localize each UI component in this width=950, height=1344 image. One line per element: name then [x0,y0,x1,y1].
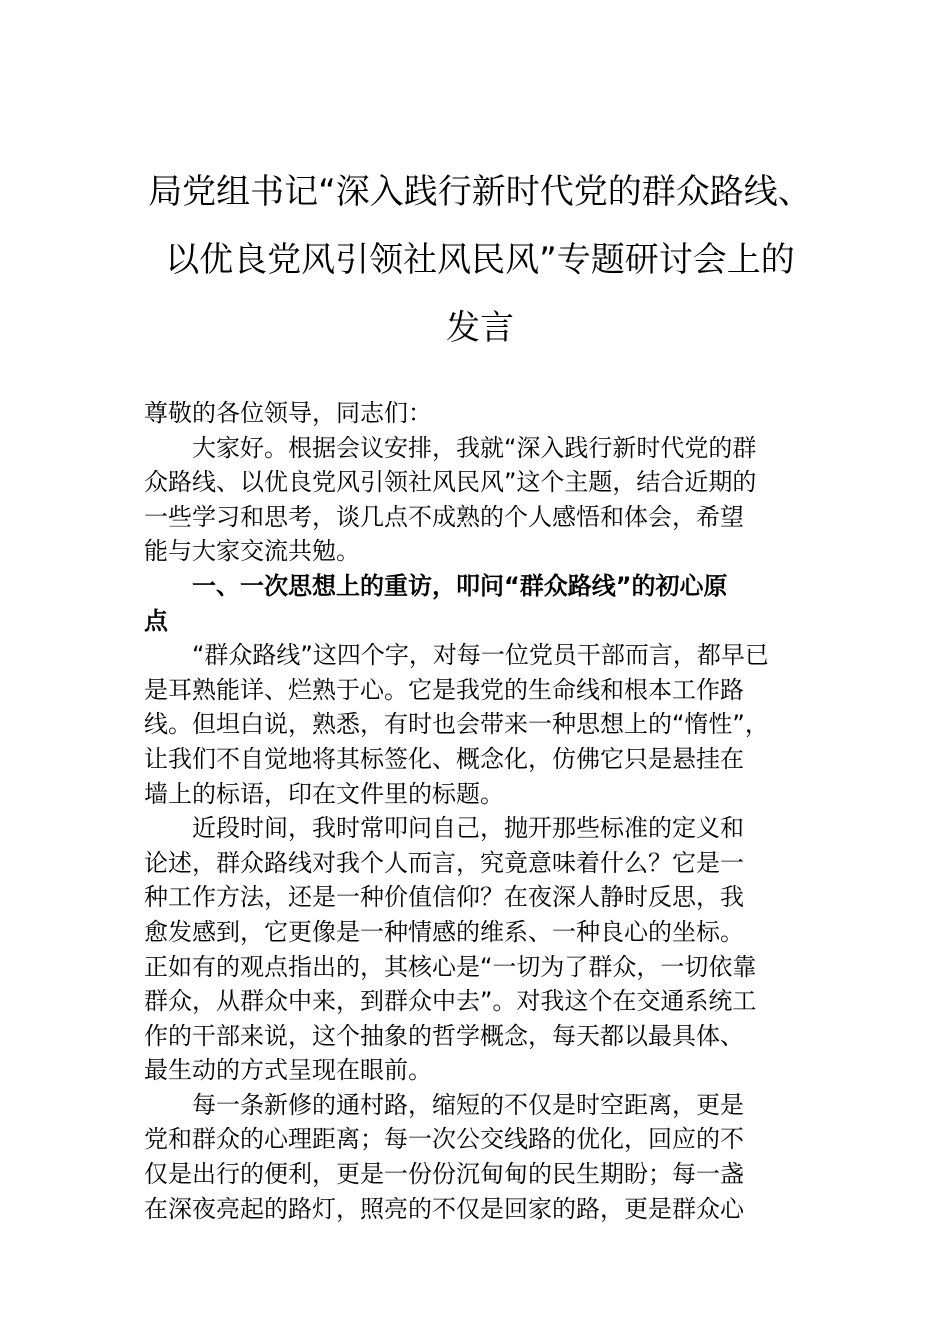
paragraph-line: 作的干部来说，这个抽象的哲学概念，每天都以最具体、 [144,1021,744,1050]
paragraph-line: 群众，从群众中来，到群众中去”。对我这个在交通系统工 [144,987,757,1016]
paragraph-line: 在深夜亮起的路灯，照亮的不仅是回家的路，更是群众心 [144,1194,744,1223]
heading-line: 一、一次思想上的重访，叩问“群众路线”的初心原 [192,571,728,600]
salutation: 尊敬的各位领导，同志们： [144,399,432,427]
paragraph [144,431,808,569]
paragraph-line: 线。但坦白说，熟悉，有时也会带来一种思想上的“惰性”， [144,710,769,739]
paragraph-line: 每一条新修的通村路，缩短的不仅是时空距离，更是 [192,1090,744,1119]
paragraph-line: 仅是出行的便利，更是一份份沉甸甸的民生期盼；每一盏 [144,1160,744,1189]
paragraph-line: 正如有的观点指出的，其核心是“一切为了群众，一切依靠 [144,952,757,981]
paragraph [144,811,808,1088]
title-line: 以优良党风引领社风民风”专题研讨会上的 [165,240,795,280]
paragraph-line: 众路线、以优良党风引领社风民风”这个主题，结合近期的 [144,468,757,497]
paragraph-line: 种工作方法，还是一种价值信仰？在夜深人静时反思，我 [144,883,744,912]
paragraph-line: 愈发感到，它更像是一种情感的维系、一种良心的坐标。 [144,917,744,946]
paragraph [144,1088,808,1226]
paragraph-line: 墙上的标语，印在文件里的标题。 [144,779,504,808]
heading-line: 点 [144,606,168,635]
paragraph-line: 一些学习和思考，谈几点不成熟的个人感悟和体会，希望 [144,502,744,531]
document-body [144,396,808,1226]
paragraph-line: 能与大家交流共勉。 [144,537,360,566]
paragraph-line: 让我们不自觉地将其标签化、概念化，仿佛它只是悬挂在 [144,744,744,773]
title-line: 局党组书记“深入践行新时代党的群众路线、 [148,172,812,212]
section-heading [144,569,808,638]
paragraph-line: 大家好。根据会议安排，我就“深入践行新时代党的群 [192,433,757,462]
paragraph-line: 是耳熟能详、烂熟于心。它是我党的生命线和根本工作路 [144,675,744,704]
title-line: 发言 [446,308,514,348]
paragraph-line: 最生动的方式呈现在眼前。 [144,1056,432,1085]
document-title [140,158,820,362]
paragraph-line: “群众路线”这四个字，对每一位党员干部而言，都早已 [192,641,769,670]
paragraph-line: 党和群众的心理距离；每一次公交线路的优化，回应的不 [144,1125,744,1154]
paragraph-line: 论述，群众路线对我个人而言，究竟意味着什么？它是一 [144,848,744,877]
paragraph [144,638,808,811]
paragraph-line: 近段时间，我时常叩问自己，抛开那些标准的定义和 [192,814,744,843]
